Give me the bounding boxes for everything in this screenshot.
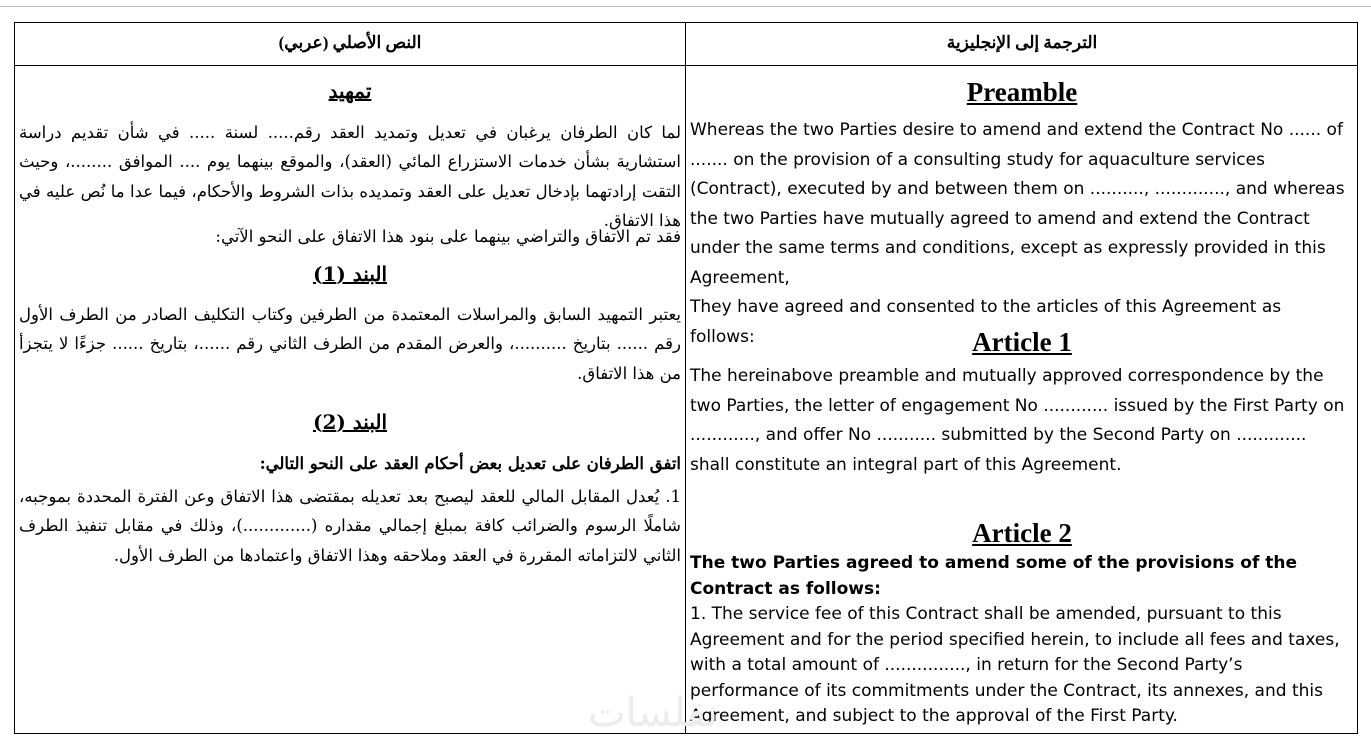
english-article2-title: Article 2 (972, 518, 1072, 548)
arabic-article2-title: البند (2) (312, 410, 388, 434)
arabic-preamble-title: تمهيد (328, 79, 372, 103)
english-article1-paragraph: The hereinabove preamble and mutually approved correspondence by the two Parties, the letter of engagement No ............ issued by the First Party on ............, and offer No ........... submitted by the Second Party on ............. shall constitute an integral part of this Agreement. (690, 366, 1345, 475)
english-article2-item1: 1. The service fee of this Contract shall be amended, pursuant to this Agreement and for the period specified herein, to include all fees and taxes, with a total amount of ..............., in return for the Second Party’s performance of its commitments under the Contract, its annexes, and this Agreement, and subject to the approval of the First Party. (690, 604, 1340, 726)
arabic-preamble-paragraph: لما كان الطرفان يرغبان في تعديل وتمديد العقد رقم..... لسنة ..... في شأن تقديم دراسة استشارية بشأن خدمات الاستزراع المائي (العقد)، والموقع بينهما يوم .... الموافق ........، وحيث التقت إرادتهما بإدخال تعديل على العقد وتمديده بذات الشروط والأحكام، فيما عدا ما نُص عليه في هذا الاتفاق. (19, 123, 681, 230)
arabic-article2-intro: اتفق الطرفان على تعديل بعض أحكام العقد على النحو التالي: (259, 454, 681, 473)
arabic-preamble-closing: فقد تم الاتفاق والتراضي بينهما على بنود هذا الاتفاق على النحو الآتي: (215, 227, 681, 246)
column-divider (685, 23, 686, 733)
translation-column-header: الترجمة إلى الإنجليزية (946, 33, 1098, 52)
english-article2-intro: The two Parties agreed to amend some of the provisions of the Contract as follows: (690, 553, 1298, 599)
bilingual-table (14, 22, 1358, 734)
watermark-logo: نقلسات (588, 690, 719, 736)
page-top-rule (0, 0, 1371, 7)
arabic-article2-item1: 1. يُعدل المقابل المالي للعقد ليصبح بعد تعديله بمقتضى هذا الاتفاق وعن الفترة المحددة بموجبه، شاملًا الرسوم والضرائب كافة بمبلغ إجمالي مقداره (.............)، وذلك في مقابل تنفيذ الطرف الثاني لالتزاماته المقررة في العقد وملاحقه وهذا الاتفاق واعتمادها من الطرف الأول. (19, 487, 681, 565)
header-divider (15, 65, 1357, 66)
arabic-article1-title: البند (1) (312, 262, 388, 286)
english-preamble-paragraph: Whereas the two Parties desire to amend and extend the Contract No ...... of ....... on the provision of a consulting study for aquaculture services (Contract), executed by and between them on .........., ............., and whereas the two Parties have mutually agreed to amend and extend the Contract under the same terms and conditions, except as expressly provided in this Agreement, (690, 120, 1345, 288)
english-preamble-closing: They have agreed and consented to the articles of this Agreement as follows: (690, 297, 1282, 347)
arabic-article1-paragraph: يعتبر التمهيد السابق والمراسلات المعتمدة من الطرفين وكتاب التكليف الصادر من الطرف الأول رقم ...... بتاريخ ..........، والعرض المقدم من الطرف الثاني رقم ......، بتاريخ ...... جزءًا لا يتجزأ من هذا الاتفاق. (19, 305, 681, 383)
english-preamble-title: Preamble (966, 77, 1078, 107)
english-article1-title: Article 1 (972, 327, 1072, 357)
original-column-header: النص الأصلي (عربي) (278, 33, 422, 52)
